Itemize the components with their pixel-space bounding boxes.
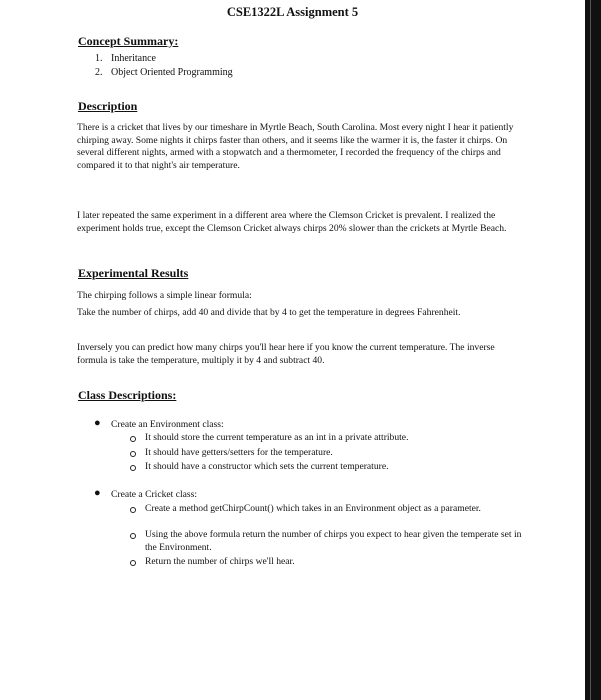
concept-summary-heading: Concept Summary:	[78, 34, 179, 48]
concept-summary-list	[95, 52, 233, 80]
class-descriptions-heading: Class Descriptions:	[78, 388, 177, 402]
description-heading: Description	[78, 99, 138, 113]
cricket-class-label: Create a Cricket class:	[111, 489, 198, 500]
environment-item-1: It should store the current temperature as an int in a private attribute.	[145, 432, 409, 443]
description-paragraph-2: I later repeated the same experiment in a different area where the Clemson Cricket is prevalent. I realized the experiment holds true, except the Clemson Cricket always chirps 20% slower than the crickets at Myrtle Beach.	[77, 210, 507, 234]
circle-bullet-icon	[130, 560, 136, 566]
environment-item-3: It should have a constructor which sets the current temperature.	[145, 461, 389, 472]
circle-bullet-icon	[130, 436, 136, 442]
environment-class-label: Create an Environment class:	[111, 419, 224, 430]
experimental-results-heading: Experimental Results	[78, 266, 189, 280]
results-paragraph-1: The chirping follows a simple linear formula:	[77, 290, 252, 301]
page-title: CSE1322L Assignment 5	[226, 5, 359, 19]
description-paragraph-1: There is a cricket that lives by our timeshare in Myrtle Beach, South Carolina. Most every night I hear it patiently chirping away. Some nights it chirps faster than others, and it seems like the warmer it is, the faster it chirps. On several different nights, armed with a stopwatch and a thermometer, I recorded the frequency of the chirps and compared it to that night's air temperature.	[77, 122, 514, 171]
cricket-item-2: Using the above formula return the number of chirps you expect to hear given the temperate set in the Environment.	[145, 529, 522, 553]
environment-item-2: It should have getters/setters for the temperature.	[145, 447, 333, 458]
bullet-icon: ●	[94, 417, 101, 429]
window-edge	[585, 0, 601, 700]
bullet-icon: ●	[94, 487, 101, 499]
circle-bullet-icon	[130, 465, 136, 471]
list-item: 1. Inheritance	[95, 53, 156, 64]
cricket-item-1: Create a method getChirpCount() which takes in an Environment object as a parameter.	[145, 503, 481, 514]
list-item: 2. Object Oriented Programming	[95, 67, 233, 78]
results-paragraph-3: Inversely you can predict how many chirps you'll hear here if you know the current temperature. The inverse formula is take the temperature, multiply it by 4 and subtract 40.	[77, 342, 495, 366]
circle-bullet-icon	[130, 451, 136, 457]
results-paragraph-2: Take the number of chirps, add 40 and divide that by 4 to get the temperature in degrees Fahrenheit.	[77, 307, 461, 318]
divider	[590, 0, 591, 700]
circle-bullet-icon	[130, 533, 136, 539]
cricket-item-3: Return the number of chirps we'll hear.	[145, 556, 295, 567]
circle-bullet-icon	[130, 507, 136, 513]
